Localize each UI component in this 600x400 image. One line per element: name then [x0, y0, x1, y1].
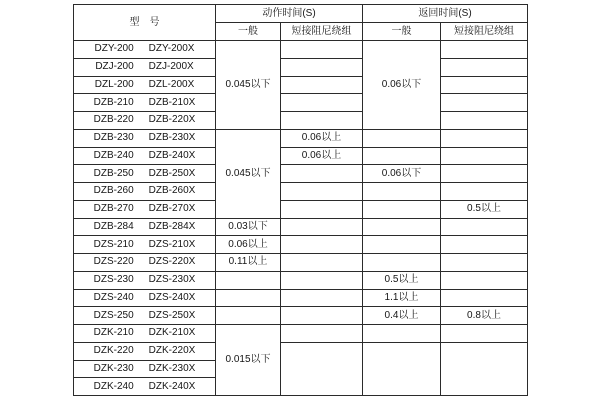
value-cell-action-general: 0.06以上 [216, 236, 281, 254]
value-cell-return-general [363, 129, 441, 147]
value-cell-action-damping: 0.06以上 [281, 147, 363, 165]
model-cell [74, 94, 216, 112]
table-row [74, 289, 528, 307]
table-row [74, 254, 528, 272]
model-cell [74, 360, 216, 378]
value-cell-return-general [363, 183, 441, 201]
value-cell-return-damping: 0.8以上 [441, 307, 528, 325]
value-cell-action-damping [281, 236, 363, 254]
model-label: DZB-220 [93, 114, 134, 126]
value-cell-return-damping [441, 271, 528, 289]
table-row [74, 76, 528, 94]
value-cell-return-damping [441, 218, 528, 236]
model-label: DZS-210 [93, 238, 134, 250]
value-cell-action-damping [281, 112, 363, 130]
header-return-time: 返回时间(S) [363, 5, 528, 23]
table-row [74, 94, 528, 112]
value-cell-action-damping [281, 165, 363, 183]
header-row-groups [74, 5, 528, 23]
value-cell-return-damping [441, 58, 528, 76]
model-cell [74, 236, 216, 254]
value-cell-action-damping [281, 94, 363, 112]
value-cell-return-damping [441, 254, 528, 272]
model-label: DZS-240X [148, 291, 196, 303]
model-label: DZK-220 [93, 345, 134, 357]
value-cell-action-general: 0.03以下 [216, 218, 281, 236]
value-cell-return-damping [441, 94, 528, 112]
value-cell-return-damping [441, 342, 528, 395]
model-label: DZS-220X [148, 256, 196, 268]
table-row [74, 183, 528, 201]
model-label: DZK-240X [148, 380, 196, 392]
model-label: DZS-220 [93, 256, 134, 268]
value-cell-return-general [363, 254, 441, 272]
value-cell-return-damping [441, 165, 528, 183]
spec-table [73, 4, 528, 396]
header-return-general: 一般 [363, 23, 441, 41]
model-label: DZB-270 [93, 203, 134, 215]
model-cell [74, 58, 216, 76]
table-row [74, 271, 528, 289]
model-label: DZB-260 [93, 185, 134, 197]
value-cell-return-general [363, 200, 441, 218]
model-cell [74, 147, 216, 165]
model-label: DZB-240X [148, 149, 196, 161]
model-label: DZK-210 [93, 327, 134, 339]
value-cell-return-damping [441, 41, 528, 59]
value-cell-action-damping [281, 289, 363, 307]
value-cell-action-damping [281, 254, 363, 272]
header-return-damping: 短接阻尼绕组 [441, 23, 528, 41]
model-cell [74, 76, 216, 94]
model-label: DZS-230 [93, 274, 134, 286]
model-cell [74, 342, 216, 360]
model-cell [74, 325, 216, 343]
model-label: DZL-200X [148, 78, 195, 90]
model-label: DZK-220X [148, 345, 196, 357]
header-model: 型 号 [74, 5, 216, 41]
model-label: DZB-230 [93, 132, 134, 144]
model-label: DZB-270X [148, 203, 196, 215]
table-row [74, 129, 528, 147]
value-cell-action-damping [281, 41, 363, 59]
model-label: DZB-250X [148, 167, 196, 179]
model-cell [74, 41, 216, 59]
value-cell-action-general [216, 289, 281, 307]
model-label: DZS-230X [148, 274, 196, 286]
model-label: DZB-260X [148, 185, 196, 197]
table-row [74, 147, 528, 165]
value-cell-return-damping [441, 76, 528, 94]
value-cell-action-damping [281, 325, 363, 343]
model-label: DZK-230X [148, 362, 196, 374]
value-cell-action-damping [281, 342, 363, 395]
value-cell-action-damping [281, 307, 363, 325]
model-label: DZB-250 [93, 167, 134, 179]
model-label: DZB-210X [148, 96, 196, 108]
value-cell-return-damping [441, 112, 528, 130]
value-cell-return-general: 0.06以下 [363, 165, 441, 183]
model-label: DZS-210X [148, 238, 196, 250]
model-cell [74, 200, 216, 218]
table-row [74, 218, 528, 236]
value-cell-action-damping [281, 58, 363, 76]
model-label: DZS-240 [93, 291, 134, 303]
value-cell-return-general: 0.5以上 [363, 271, 441, 289]
value-cell-return-general [363, 147, 441, 165]
model-label: DZB-220X [148, 114, 196, 126]
value-cell-action-damping: 0.06以上 [281, 129, 363, 147]
table-row [74, 58, 528, 76]
model-label: DZB-240 [93, 149, 134, 161]
table-row [74, 112, 528, 130]
model-cell [74, 289, 216, 307]
model-cell [74, 218, 216, 236]
value-cell-return-general: 0.06以下 [363, 41, 441, 130]
table-row [74, 342, 528, 360]
header-action-time: 动作时间(S) [216, 5, 363, 23]
model-cell [74, 183, 216, 201]
value-cell-return-general [363, 325, 441, 343]
table-row [74, 200, 528, 218]
value-cell-action-damping [281, 271, 363, 289]
model-label: DZK-230 [93, 362, 134, 374]
value-cell-action-general [216, 307, 281, 325]
model-label: DZS-250 [93, 309, 134, 321]
model-label: DZJ-200 [95, 61, 134, 73]
model-label: DZK-210X [148, 327, 196, 339]
value-cell-return-damping [441, 147, 528, 165]
model-label: DZB-210 [93, 96, 134, 108]
spec-table-body [74, 41, 528, 396]
value-cell-action-general: 0.015以下 [216, 325, 281, 396]
value-cell-return-damping [441, 236, 528, 254]
value-cell-return-general [363, 342, 441, 395]
model-cell [74, 378, 216, 396]
value-cell-action-damping [281, 76, 363, 94]
model-cell [74, 254, 216, 272]
model-cell [74, 307, 216, 325]
header-action-general: 一般 [216, 23, 281, 41]
table-row [74, 325, 528, 343]
value-cell-return-general: 1.1以上 [363, 289, 441, 307]
table-row [74, 236, 528, 254]
table-row [74, 41, 528, 59]
value-cell-return-general: 0.4以上 [363, 307, 441, 325]
model-label: DZY-200 [94, 43, 134, 55]
model-label: DZK-240 [93, 380, 134, 392]
value-cell-action-general [216, 271, 281, 289]
model-cell [74, 271, 216, 289]
model-label: DZL-200 [94, 78, 134, 90]
model-label: DZY-200X [148, 43, 195, 55]
model-cell [74, 112, 216, 130]
header-action-damping: 短接阻尼绕组 [281, 23, 363, 41]
value-cell-return-damping [441, 129, 528, 147]
table-row [74, 307, 528, 325]
value-cell-return-general [363, 218, 441, 236]
value-cell-action-general: 0.045以下 [216, 41, 281, 130]
value-cell-action-general: 0.11以上 [216, 254, 281, 272]
model-cell [74, 165, 216, 183]
value-cell-action-damping [281, 200, 363, 218]
model-label: DZB-284X [148, 220, 196, 232]
value-cell-action-general: 0.045以下 [216, 129, 281, 218]
model-label: DZS-250X [148, 309, 196, 321]
spec-table-header [74, 5, 528, 41]
value-cell-return-damping [441, 289, 528, 307]
value-cell-action-damping [281, 218, 363, 236]
value-cell-return-damping [441, 325, 528, 343]
model-label: DZB-230X [148, 132, 196, 144]
value-cell-action-damping [281, 183, 363, 201]
value-cell-return-damping [441, 183, 528, 201]
model-cell [74, 129, 216, 147]
table-row [74, 165, 528, 183]
model-label: DZJ-200X [148, 61, 194, 73]
value-cell-return-damping: 0.5以上 [441, 200, 528, 218]
value-cell-return-general [363, 236, 441, 254]
model-label: DZB-284 [93, 220, 134, 232]
